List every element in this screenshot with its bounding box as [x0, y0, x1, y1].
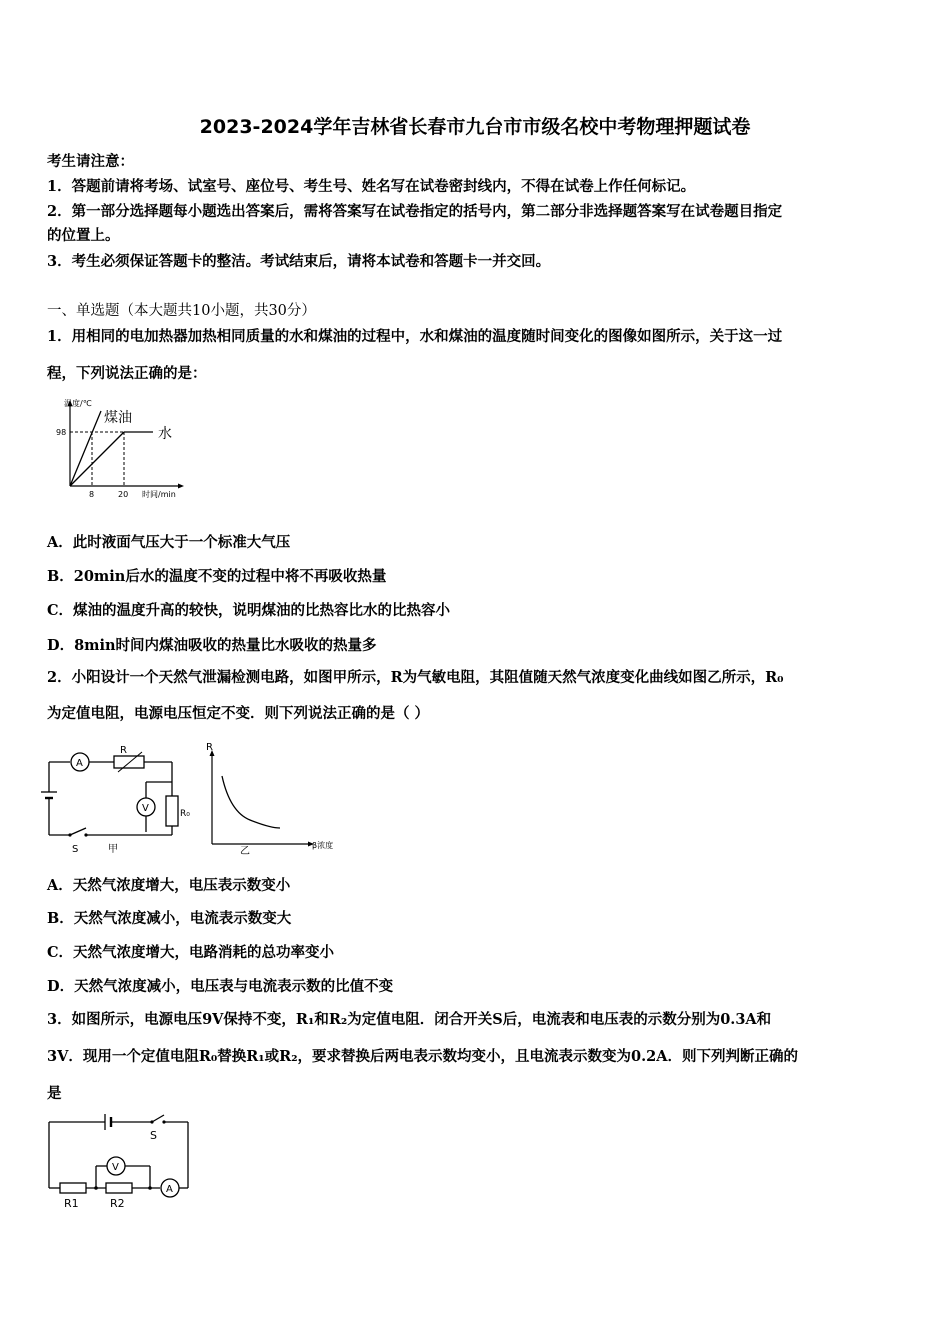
q1-temperature-graph: [58, 396, 190, 504]
q2-ammeter-symbol: A: [76, 758, 83, 769]
q3-circuit-figure: [40, 1112, 200, 1212]
q2-graph-ylabel: R: [206, 742, 213, 753]
q1-graph-ytick: 98: [56, 428, 67, 437]
q1-option-a[interactable]: A．此时液面气压大于一个标准大气压: [47, 534, 291, 551]
q3-text-line2: 3V．现用一个定值电阻R₀替换R₁或R₂，要求替换后两电表示数均变小，且电流表示数变为0.2A．则下列判断正确的: [47, 1048, 799, 1065]
q1-option-b[interactable]: B．20min后水的温度不变的过程中将不再吸收热量: [47, 568, 387, 585]
q3-ammeter-symbol: A: [166, 1184, 173, 1195]
q1-graph-xlabel: 时间/min: [142, 490, 176, 499]
q1-text-line1: 1．用相同的电加热器加热相同质量的水和煤油的过程中，水和煤油的温度随时间变化的图像如图所示，关于这一过: [47, 328, 783, 345]
q3-text-line1: 3．如图所示，电源电压9V保持不变，R₁和R₂为定值电阻．闭合开关S后，电流表和电压表的示数分别为0.3A和: [47, 1011, 772, 1028]
q2-label-s: S: [72, 844, 79, 855]
q1-graph-ylabel: 温度/℃: [64, 399, 92, 408]
q1-text-line2: 程，下列说法正确的是：: [47, 365, 207, 382]
q2-label-yi: 乙: [240, 846, 250, 857]
notice-item-1: 1．答题前请将考场、试室号、座位号、考生号、姓名写在试卷密封线内，不得在试卷上作任何标记。: [47, 178, 696, 195]
q1-option-d[interactable]: D．8min时间内煤油吸收的热量比水吸收的热量多: [47, 637, 377, 654]
notice-item-2-cont: 的位置上。: [47, 227, 120, 244]
q3-text-line3: 是: [47, 1085, 62, 1102]
q2-option-a[interactable]: A．天然气浓度增大，电压表示数变小: [47, 877, 291, 894]
q3-label-r2: R2: [110, 1197, 125, 1210]
q3-label-s: S: [150, 1129, 157, 1142]
q3-label-r1: R1: [64, 1197, 79, 1210]
q1-option-c[interactable]: C．煤油的温度升高的较快，说明煤油的比热容比水的比热容小: [47, 602, 451, 619]
q2-circuit-figure: [40, 740, 345, 855]
q1-graph-xtick-20: 20: [118, 490, 129, 499]
q2-graph-xlabel: β浓度: [312, 841, 334, 850]
q2-label-r: R: [120, 745, 127, 756]
q2-text-line1: 2．小阳设计一个天然气泄漏检测电路，如图甲所示，R为气敏电阻，其阻值随天然气浓度变化曲线如图乙所示，R₀: [47, 669, 784, 686]
notice-heading: 考生请注意：: [47, 153, 134, 170]
section-heading: 一、单选题（本大题共10小题，共30分）: [47, 303, 316, 319]
page-title: 2023-2024学年吉林省长春市九台市市级名校中考物理押题试卷: [199, 116, 751, 138]
q2-label-r0: R₀: [180, 809, 190, 819]
q1-graph-label-oil: 煤油: [104, 410, 132, 426]
q3-voltmeter-symbol: V: [112, 1162, 119, 1173]
notice-item-2: 2．第一部分选择题每小题选出答案后，需将答案写在试卷指定的括号内，第二部分非选择题答案写在试卷题目指定: [47, 203, 783, 220]
q2-voltmeter-symbol: V: [142, 803, 149, 814]
notice-item-3: 3．考生必须保证答题卡的整洁。考试结束后，请将本试卷和答题卡一并交回。: [47, 253, 551, 270]
q1-graph-label-water: 水: [158, 426, 172, 442]
q2-option-b[interactable]: B．天然气浓度减小，电流表示数变大: [47, 910, 292, 927]
q2-text-line2: 为定值电阻，电源电压恒定不变．则下列说法正确的是（ ）: [47, 705, 430, 722]
q2-option-d[interactable]: D．天然气浓度减小，电压表与电流表示数的比值不变: [47, 978, 394, 995]
q2-option-c[interactable]: C．天然气浓度增大，电路消耗的总功率变小: [47, 944, 335, 961]
q2-label-jia: 甲: [108, 844, 118, 855]
q1-graph-xtick-8: 8: [89, 490, 95, 499]
